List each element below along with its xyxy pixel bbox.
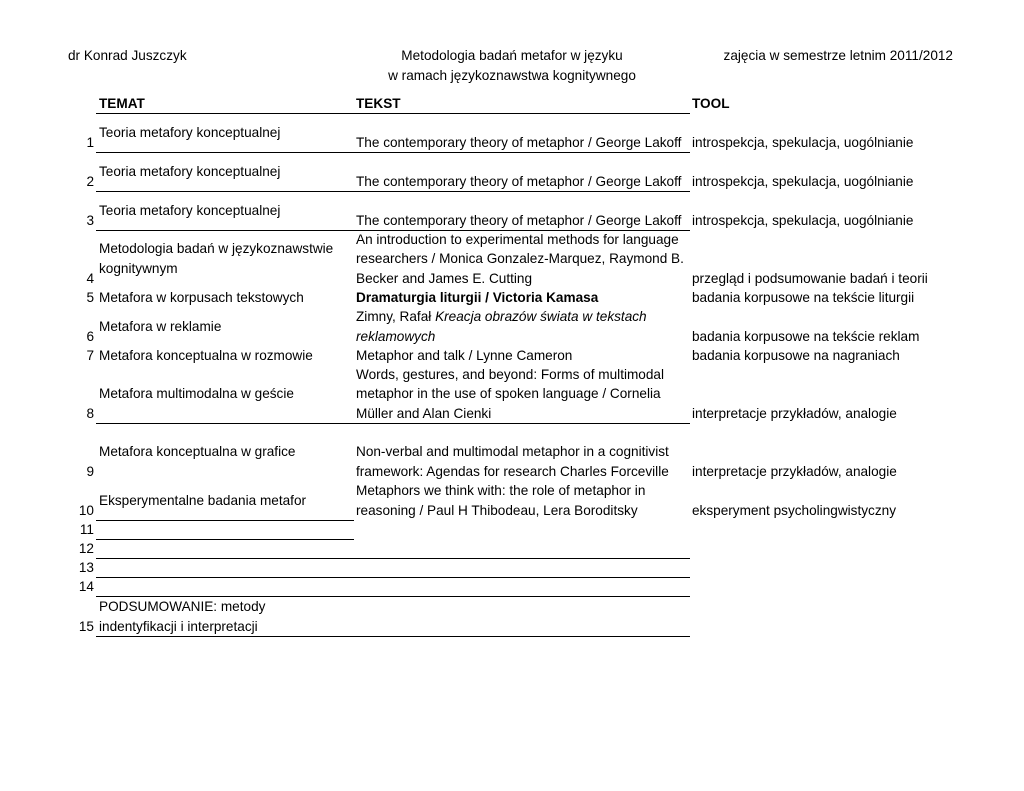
tool-cell: badania korpusowe na nagraniach bbox=[692, 347, 900, 363]
table-row bbox=[0, 481, 1024, 520]
temat-cell: Metafora konceptualna w rozmowie bbox=[99, 348, 313, 363]
row-number: 13 bbox=[78, 559, 94, 575]
tekst-cell: Words, gestures, and beyond: Forms of multimodal metaphor in the use of spoken language / Cornelia Müller and Alan Cienki bbox=[356, 366, 665, 421]
temat-cell: Teoria metafory konceptualnej bbox=[99, 125, 281, 140]
row-number: 12 bbox=[78, 540, 94, 556]
column-header-tool: TOOL bbox=[692, 96, 730, 111]
table-row bbox=[0, 520, 1024, 539]
table-row bbox=[0, 539, 1024, 558]
table-row bbox=[0, 307, 1024, 346]
row-number: 14 bbox=[78, 578, 94, 594]
title-line-1: Metodologia badań metafor w języku bbox=[401, 48, 623, 63]
row-number: 5 bbox=[86, 289, 94, 305]
tekst-cell bbox=[356, 307, 688, 346]
table-row bbox=[0, 113, 1024, 152]
temat-cell: Metafora w korpusach tekstowych bbox=[99, 290, 304, 305]
tekst-cell: The contemporary theory of metaphor / George Lakoff bbox=[356, 212, 682, 228]
row-number: 1 bbox=[86, 134, 94, 150]
temat-cell: Eksperymentalne badania metafor bbox=[99, 493, 307, 508]
tool-cell: introspekcja, spekulacja, uogólnianie bbox=[692, 212, 914, 228]
tekst-cell: Metaphor and talk / Lynne Cameron bbox=[356, 347, 573, 363]
tool-cell: interpretacje przykładów, analogie bbox=[692, 405, 897, 421]
row-number: 9 bbox=[86, 463, 94, 479]
tekst-author: Zimny, Rafał bbox=[356, 309, 436, 324]
row-number: 4 bbox=[86, 270, 94, 286]
temat-cell: Metodologia badań w językoznawstwie kognitywnym bbox=[99, 241, 334, 276]
tekst-title: Kreacja obrazów świata w tekstach reklamowych bbox=[356, 309, 647, 344]
title-line-2: w ramach językoznawstwa kognitywnego bbox=[388, 67, 636, 83]
row-rule bbox=[96, 636, 690, 637]
temat-cell: Metafora multimodalna w geście bbox=[99, 386, 294, 401]
temat-cell: Metafora konceptualna w grafice bbox=[99, 444, 296, 459]
tool-cell: introspekcja, spekulacja, uogólnianie bbox=[692, 134, 914, 150]
row-number: 2 bbox=[86, 173, 94, 189]
row-number: 8 bbox=[86, 405, 94, 421]
column-header-tekst: TEKST bbox=[356, 96, 401, 111]
row-number: 7 bbox=[86, 347, 94, 363]
table-row bbox=[0, 288, 1024, 307]
tool-cell: introspekcja, spekulacja, uogólnianie bbox=[692, 173, 914, 189]
semester-info: zajęcia w semestrze letnim 2011/2012 bbox=[723, 48, 953, 63]
row-number: 3 bbox=[86, 212, 94, 228]
table-row bbox=[0, 191, 1024, 230]
tool-cell: interpretacje przykładów, analogie bbox=[692, 463, 897, 479]
table-row bbox=[0, 558, 1024, 577]
table-row bbox=[0, 346, 1024, 365]
row-number: 11 bbox=[79, 521, 94, 537]
tekst-cell: An introduction to experimental methods for language researchers / Monica Gonzalez-Marquez, Raymond B. Becker and James E. Cutting bbox=[356, 231, 684, 286]
tool-cell: badania korpusowe na tekście liturgii bbox=[692, 289, 915, 305]
temat-cell: Metafora w reklamie bbox=[99, 319, 222, 334]
column-header-temat: TEMAT bbox=[99, 96, 145, 111]
tekst-cell: Metaphors we think with: the role of metaphor in reasoning / Paul H Thibodeau, Lera Boroditsky bbox=[356, 483, 646, 518]
row-number: 6 bbox=[86, 328, 94, 344]
table-row bbox=[0, 365, 1024, 423]
table-row bbox=[0, 152, 1024, 191]
tekst-cell: The contemporary theory of metaphor / George Lakoff bbox=[356, 173, 682, 189]
row-number: 15 bbox=[78, 618, 94, 634]
table-row bbox=[0, 230, 1024, 288]
tekst-cell: Non-verbal and multimodal metaphor in a cognitivist framework: Agendas for research Charles Forceville bbox=[356, 444, 669, 479]
tool-cell: badania korpusowe na tekście reklam bbox=[692, 328, 920, 344]
row-number: 10 bbox=[78, 502, 94, 518]
tool-cell: przegląd i podsumowanie badań i teorii bbox=[692, 270, 928, 286]
table-row bbox=[0, 423, 1024, 481]
tool-cell: eksperyment psycholingwistyczny bbox=[692, 502, 896, 518]
document-title bbox=[362, 46, 662, 85]
author: dr Konrad Juszczyk bbox=[68, 48, 187, 63]
tekst-cell: Dramaturgia liturgii / Victoria Kamasa bbox=[356, 289, 599, 305]
temat-cell: Teoria metafory konceptualnej bbox=[99, 203, 281, 218]
temat-cell: PODSUMOWANIE: metody indentyfikacji i interpretacji bbox=[99, 599, 266, 634]
temat-cell: Teoria metafory konceptualnej bbox=[99, 164, 281, 179]
table-row bbox=[0, 577, 1024, 596]
table-row bbox=[0, 597, 1024, 636]
tekst-cell: The contemporary theory of metaphor / George Lakoff bbox=[356, 134, 682, 150]
